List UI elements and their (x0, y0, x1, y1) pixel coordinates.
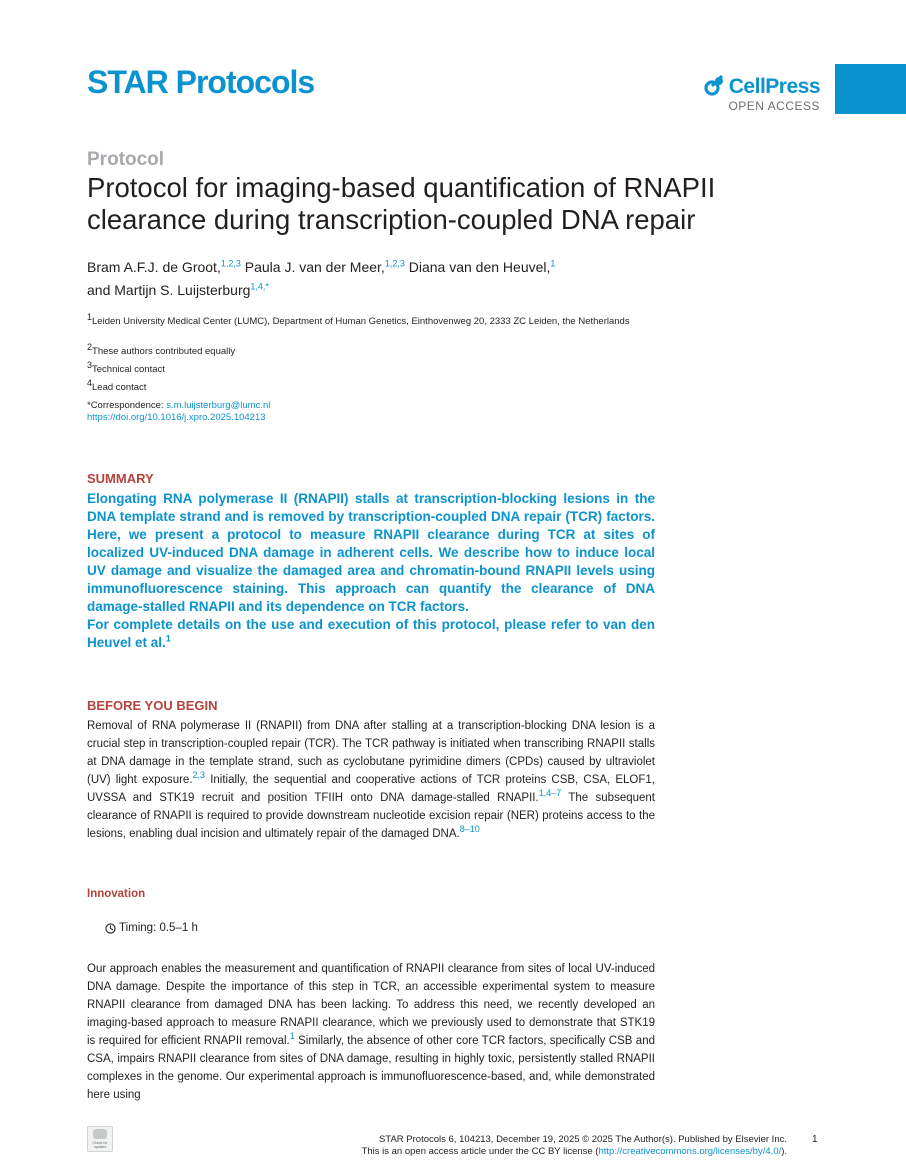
author-affil-ref[interactable]: 1,2,3 (384, 258, 405, 269)
doi-link[interactable]: https://doi.org/10.1016/j.xpro.2025.104213 (87, 412, 266, 423)
summary-reference-paragraph: For complete details on the use and execution of this protocol, please refer to van den Heuvel et al.$^1$ (87, 617, 655, 650)
innovation-text: Our approach enables the measurement and quantification of RNAPII clearance from sites of local UV-induced DNA damage. Despite the importance of this step in TCR, an accessible experimental system to measure RNAPII clearance from damaged DNA has been lacking. To address this need, we recently developed an imaging-based approach to measure RNAPII clearance, which we previously used to demonstrate that STK19 is required for efficient RNAPII removal.$^1$ Similarly, the absence of other core TCR factors, specifically CSB and CSA, impairs RNAPII clearance from sites of DNA damage, resulting in highly toxic, persistently stalled RNAPII complexes in the genome. Our experimental approach is immunofluorescence-based, and, while demonstrated here using (87, 963, 655, 1101)
author-affil-ref[interactable]: 1 (550, 258, 556, 269)
article-type: Protocol (87, 149, 165, 170)
author-list (87, 256, 687, 302)
corner-tab (835, 64, 906, 114)
citation-link[interactable]: 2,3 (192, 770, 206, 781)
citation-link[interactable]: 8–10 (459, 824, 480, 835)
cellpress-logo (690, 75, 820, 113)
cellpress-icon (703, 75, 727, 99)
article-title: Protocol for imaging-based quantification of RNAPII clearance during transcription-coupled DNA repair (87, 172, 716, 235)
clock-icon (105, 923, 116, 934)
page-number: 1 (812, 1134, 818, 1145)
author-name: Bram A.F.J. de Groot, (87, 259, 221, 275)
footer-line-2: This is an open access article under the CC BY license (http://creativecommons.org/licenses/by/4.0/). (361, 1146, 787, 1157)
timing-label: Timing: 0.5–1 h (105, 922, 198, 934)
correspondence-email-link[interactable]: s.m.luijsterburg@lumc.nl (166, 400, 271, 411)
before-you-begin-heading: BEFORE YOU BEGIN (87, 698, 218, 713)
citation-link[interactable]: 1,4–7 (538, 788, 562, 799)
affiliation-3: $^3$Technical contact (87, 359, 165, 375)
publisher-name: CellPress (728, 75, 820, 98)
summary-text (87, 490, 655, 652)
badge-label: Check for updates (92, 1141, 108, 1149)
author-affil-ref[interactable]: 1,4,* (250, 281, 269, 292)
before-you-begin-text: Removal of RNA polymerase II (RNAPII) from DNA after stalling at a transcription-blocking DNA lesion is a crucial step in transcription-coupled repair (TCR). The TCR pathway is initiated when transcribing RNAPII stalls at DNA damage in the template strand, such as cyclobutane pyrimidine dimers (CPDs) caused by ultraviolet (UV) light exposure.$^{2,3}$ Initially, the sequential and cooperative actions of TCR proteins CSB, CSA, ELOF1, UVSSA and STK19 recruit and position TFIIH onto DNA damage-stalled RNAPII.$^{1,4-7}$ The subsequent clearance of RNAPII is required to provide downstream nucleotide excision repair (NER) proteins access to the lesions, enabling dual incision and ultimately repair of the damaged DNA.$^{8-10}$ (87, 720, 656, 840)
check-for-updates-badge[interactable] (87, 1126, 113, 1152)
footer-citation (300, 1134, 787, 1158)
affiliation-2: $^2$These authors contributed equally (87, 341, 236, 357)
affiliation-4: $^4$Lead contact (87, 377, 147, 393)
author-affil-ref[interactable]: 1,2,3 (220, 258, 241, 269)
author-name: Paula J. van der Meer, (240, 259, 385, 275)
affiliation-1: $^1$Leiden University Medical Center (LUMC), Department of Human Genetics, Einthovenweg 20, 2333 ZC Leiden, the Netherlands (87, 311, 630, 327)
citation-link[interactable]: 1 (289, 1031, 295, 1042)
author-name: Diana van den Heuvel, (404, 259, 551, 275)
update-mark-icon (93, 1129, 107, 1139)
license-link[interactable]: http://creativecommons.org/licenses/by/4.0/ (598, 1146, 782, 1157)
innovation-heading: Innovation (87, 888, 146, 900)
summary-paragraph: Elongating RNA polymerase II (RNAPII) stalls at transcription-blocking lesions in the DNA template strand and is removed by transcription-coupled DNA repair (TCR) factors. Here, we present a protocol to measure RNAPII clearance during TCR at sites of localized UV-induced DNA damage in adherent cells. We describe how to induce local UV damage and visualize the damaged area and chromatin-bound RNAPII levels using immunofluorescence staining. This approach can quantify the clearance of DNA damage-stalled RNAPII and its dependence on TCR factors. (87, 491, 655, 614)
author-name: and Martijn S. Luijsterburg (87, 282, 251, 298)
open-access-label: OPEN ACCESS (728, 99, 820, 113)
correspondence: *Correspondence: s.m.luijsterburg@lumc.nl https://doi.org/10.1016/j.xpro.2025.104213 (87, 400, 271, 423)
journal-logo: STAR Protocols (87, 64, 315, 100)
footer-line-1: STAR Protocols 6, 104213, December 19, 2025 © 2025 The Author(s). Published by Elsevier Inc. (379, 1134, 787, 1145)
citation-link[interactable]: 1 (165, 633, 171, 644)
summary-heading: SUMMARY (87, 471, 154, 486)
